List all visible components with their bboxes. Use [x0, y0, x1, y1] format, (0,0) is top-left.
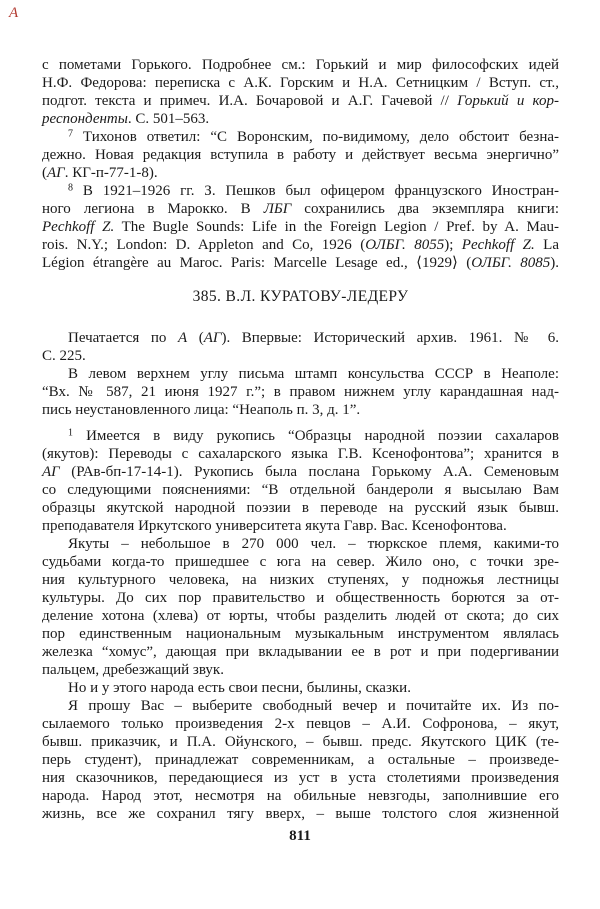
letter-commentary-body — [42, 329, 559, 823]
text-line — [42, 517, 559, 535]
text-line — [42, 643, 559, 661]
text-line — [42, 733, 559, 751]
text-segment: Я прошу Вас – выберите свободный вечер и почитайте их. Из по- — [68, 698, 559, 714]
text-segment: ( — [42, 165, 47, 181]
text-segment: Якуты – небольшое в 270 000 чел. – тюркское племя, какими-то — [68, 536, 559, 552]
footnote-marker: 1 — [68, 427, 73, 439]
text-line — [42, 751, 559, 769]
text-segment: подгот. текста и примеч. И.А. Бочаровой и А.Г. Гачевой // — [42, 93, 458, 109]
text-segment: Тихонов ответил: “С Воронским, по-видимому, дело обстоит безна- — [73, 129, 559, 145]
text-line — [42, 92, 559, 110]
text-line — [42, 200, 559, 218]
text-segment: Légion étrangère au Maroc. Paris: Marcelle Lesage ed., ⟨1929⟩ ( — [42, 255, 472, 271]
text-segment: Имеется в виду рукопись “Образцы народной поэзии сахаларов — [73, 428, 559, 444]
text-segment-italic: Pechkoff Z. — [42, 219, 115, 235]
footnote-marker: 8 — [68, 182, 73, 194]
footnotes-previous-letter — [42, 56, 559, 272]
text-segment: С. 225. — [42, 348, 86, 364]
text-segment-italic: ОЛБГ. 8055 — [365, 237, 445, 253]
text-segment: The Bugle Sounds: Life in the Foreign Legion / Pref. by A. Mau- — [114, 219, 559, 235]
text-segment: с пометами Горького. Подробнее см.: Горький и мир философских идей — [42, 57, 559, 73]
text-segment: ного легиона в Марокко. В — [42, 201, 264, 217]
text-segment: сылаемого только произведения 2-х певцов – А.И. Софронова, – якут, — [42, 716, 559, 732]
text-line — [42, 383, 559, 401]
text-segment: со следующими пояснениями: “В отдельной бандероли я высылаю Вам — [42, 482, 559, 498]
text-segment: ). — [550, 255, 559, 271]
text-line — [42, 401, 559, 419]
text-segment: пальцем, дребезжащий звук. — [42, 662, 224, 678]
text-line — [42, 218, 559, 236]
page-number: 811 — [289, 828, 311, 844]
text-line — [42, 164, 559, 182]
text-line — [42, 347, 559, 365]
text-segment: деление хотона (хлева) от юрты, чтобы разделить людей от скота; до сих — [42, 608, 559, 624]
text-line — [42, 787, 559, 805]
text-segment-italic: респонденты — [42, 111, 128, 127]
text-line — [42, 661, 559, 679]
text-segment: пись неустановленного лица: “Неаполь п. 3, д. 1”. — [42, 402, 361, 418]
text-segment-italic: АГ — [42, 464, 60, 480]
text-segment-italic: ОЛБГ. 8085 — [471, 255, 551, 271]
text-segment: культуры. До сих пор правительство и общественность борются за от- — [42, 590, 559, 606]
text-segment: дежно. Новая редакция вступила в работу и действует весьма энергично” — [42, 147, 559, 163]
text-line — [42, 56, 559, 74]
text-segment: rois. N.Y.; London: D. Appleton and Co, 1926 ( — [42, 237, 366, 253]
text-segment: жизнь, все же сохранил тягу вверх, – выше толстого слоя жизненной — [42, 806, 559, 822]
text-segment: “Вх. № 587, 21 июня 1927 г.”; в правом нижнем углу карандашная над- — [42, 384, 559, 400]
text-segment-italic: АГ — [47, 165, 65, 181]
text-line — [42, 481, 559, 499]
text-segment: В 1921–1926 гг. З. Пешков был офицером французского Иностран- — [73, 183, 559, 199]
text-segment: (якутов): Переводы с сахаларского языка Г.В. Ксенофонтова”; хранится в — [42, 446, 559, 462]
text-line — [42, 182, 559, 200]
page-text-block — [42, 56, 559, 823]
text-line — [42, 553, 559, 571]
text-line — [42, 365, 559, 383]
text-segment: . КГ-п-77-1-8). — [64, 165, 158, 181]
text-segment: сохранились два экземпляра книги: — [291, 201, 559, 217]
text-segment: . С. 501–563. — [127, 111, 210, 127]
text-line — [42, 128, 559, 146]
text-line — [42, 329, 559, 347]
text-line — [42, 499, 559, 517]
text-line — [42, 625, 559, 643]
text-segment-italic: Горький и кор- — [457, 93, 559, 109]
text-line — [42, 697, 559, 715]
text-segment: железка “хомус”, дающая при вкладывании ее в рот и при подергивании — [42, 644, 559, 660]
text-line — [42, 571, 559, 589]
text-line — [42, 607, 559, 625]
text-segment: перь студент), принадлежат современникам, а остальные – произведе- — [42, 752, 559, 768]
text-segment: преподавателя Иркутского университета якута Гавр. Вас. Ксенофонтова. — [42, 518, 507, 534]
text-line — [42, 445, 559, 463]
text-line — [42, 427, 559, 445]
text-segment: Н.Ф. Федорова: переписка с А.К. Горским и Н.А. Сетницким / Вступ. ст., — [42, 75, 559, 91]
letter-heading: 385. В.Л. КУРАТОВУ-ЛЕДЕРУ — [192, 288, 409, 305]
text-segment: ния культурного человека, на низких ступенях, у подножья лестницы — [42, 572, 559, 588]
text-line — [42, 463, 559, 481]
text-line — [42, 236, 559, 254]
text-segment: ). Впервые: Исторический архив. 1961. № 6. — [221, 330, 560, 346]
text-segment: Но и у этого народа есть свои песни, былины, сказки. — [68, 680, 411, 696]
text-segment-italic: АГ — [203, 330, 222, 346]
text-segment: La — [534, 237, 559, 253]
text-segment: В левом верхнем углу письма штамп консульства СССР в Неаполе: — [68, 366, 559, 382]
text-line — [42, 679, 559, 697]
text-segment-italic: Pechkoff Z. — [461, 237, 535, 253]
text-segment: бывш. приказчик, и П.А. Ойунского, – бывш. предс. Якутского ЦИК (те- — [42, 734, 559, 750]
text-line — [42, 589, 559, 607]
text-segment: образцы якутской народной поэзии в переводе на русский язык бывш. — [42, 500, 559, 516]
text-segment: судьбами когда-то пришедшее с юга на север. Жило оно, с точки зре- — [42, 554, 559, 570]
text-segment: ( — [187, 330, 204, 346]
text-line — [42, 110, 559, 128]
text-segment: пор единственным национальным музыкальным инструментом являлась — [42, 626, 559, 642]
text-segment: ния сказочников, передающиеся из уст в уста столетиями произведения — [42, 770, 559, 786]
text-line — [42, 715, 559, 733]
text-segment-italic: А — [177, 330, 188, 346]
text-segment: Печатается по — [68, 330, 178, 346]
text-segment-italic: ЛБГ — [263, 201, 292, 217]
corner-red-mark: А — [9, 5, 19, 21]
text-line — [42, 254, 559, 272]
text-line — [42, 146, 559, 164]
text-line — [42, 769, 559, 787]
text-segment: (РАв-бп-17-14-1). Рукопись была послана Горькому А.А. Семеновым — [59, 464, 559, 480]
text-segment: ); — [444, 237, 462, 253]
text-line — [42, 535, 559, 553]
text-line — [42, 805, 559, 823]
text-segment: народа. Народ этот, несмотря на обильные невзгоды, заполнившие его — [42, 788, 559, 804]
text-line — [42, 74, 559, 92]
footnote-marker: 7 — [68, 128, 73, 140]
